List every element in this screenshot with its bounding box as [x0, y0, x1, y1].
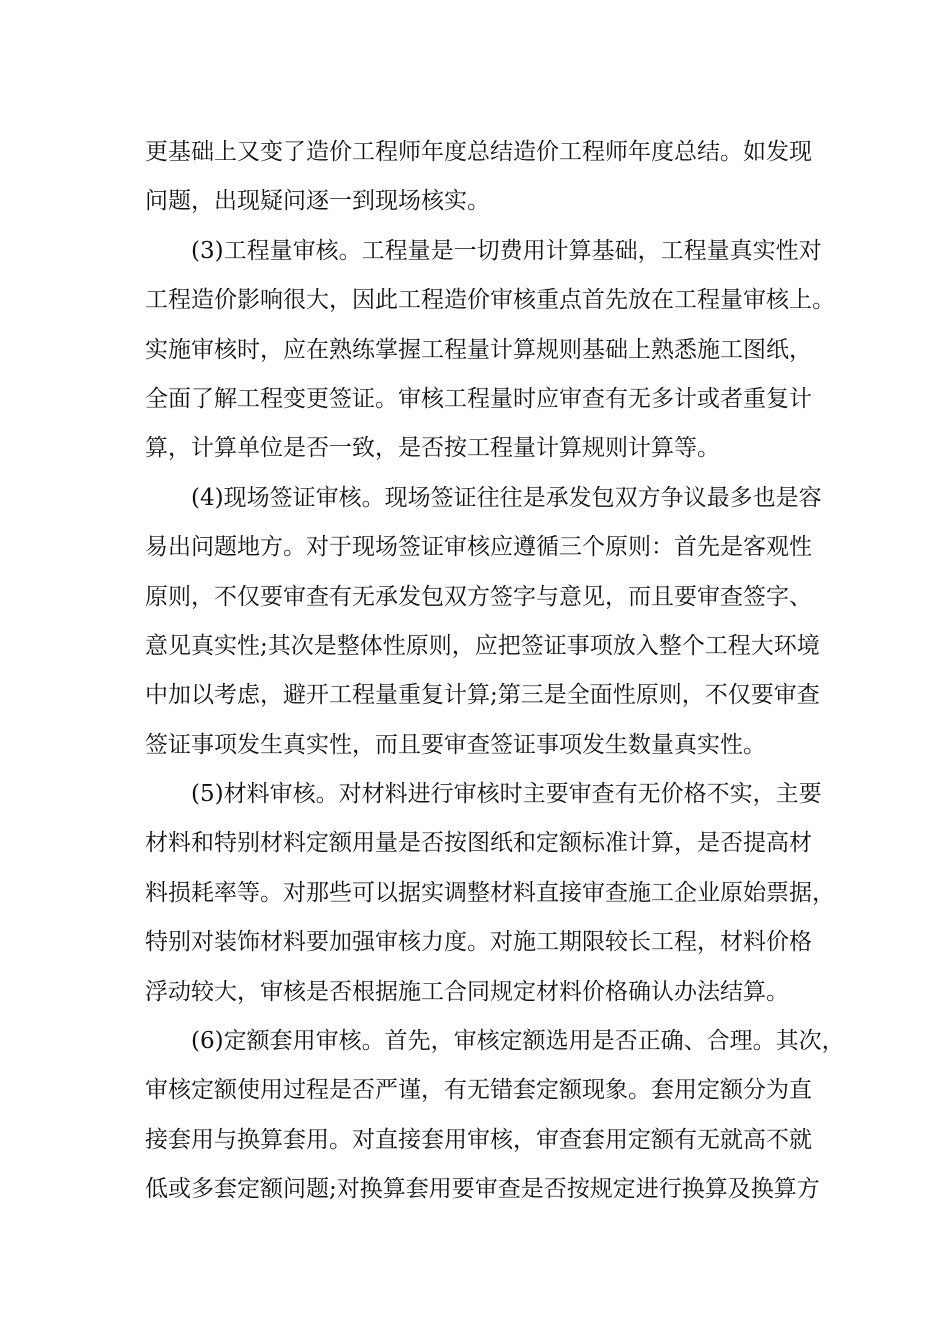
text-line: 全面了解工程变更签证。审核工程量时应审查有无多计或者重复计 [145, 385, 812, 412]
text-line: 易出问题地方。对于现场签证审核应遵循三个原则：首先是客观性 [145, 534, 812, 561]
text-line: 意见真实性;其次是整体性原则，应把签证事项放入整个工程大环境 [145, 632, 820, 659]
text-line: 工程造价影响很大，因此工程造价审核重点首先放在工程量审核上。 [145, 287, 835, 314]
text-line: 问题，出现疑问逐一到现场核实。 [145, 188, 490, 215]
text-line: 接套用与换算套用。对直接套用审核，审查套用定额有无就高不就 [145, 1126, 812, 1153]
text-line: 签证事项发生真实性，而且要审查签证事项发生数量真实性。 [145, 731, 766, 758]
text-line: 中加以考虑，避开工程量重复计算;第三是全面性原则，不仅要审查 [145, 682, 820, 709]
text-line: 浮动较大，审核是否根据施工合同规定材料价格确认办法结算。 [145, 978, 789, 1005]
text-line: 审核定额使用过程是否严谨，有无错套定额现象。套用定额分为直 [145, 1077, 812, 1104]
paragraph-start-line: (6)定额套用审核。首先，审核定额选用是否正确、合理。其次， [191, 1028, 845, 1055]
paragraph-start-line: (3)工程量审核。工程量是一切费用计算基础，工程量真实性对 [191, 237, 822, 264]
text-line: 算，计算单位是否一致，是否按工程量计算规则计算等。 [145, 435, 720, 462]
text-line: 特别对装饰材料要加强审核力度。对施工期限较长工程，材料价格 [145, 929, 812, 956]
text-line: 实施审核时，应在熟练掌握工程量计算规则基础上熟悉施工图纸， [145, 336, 812, 363]
text-line: 原则，不仅要审查有无承发包双方签字与意见，而且要审查签字、 [145, 583, 812, 610]
text-line: 低或多套定额问题;对换算套用要审查是否按规定进行换算及换算方 [145, 1176, 820, 1203]
text-line: 材料和特别材料定额用量是否按图纸和定额标准计算，是否提高材 [145, 830, 812, 857]
text-line: 更基础上又变了造价工程师年度总结造价工程师年度总结。如发现 [145, 139, 812, 165]
text-line: 料损耗率等。对那些可以据实调整材料直接审查施工企业原始票据， [145, 879, 835, 906]
paragraph-start-line: (5)材料审核。对材料进行审核时主要审查有无价格不实，主要 [191, 781, 822, 808]
body-text [145, 128, 845, 1215]
paragraph-start-line: (4)现场签证审核。现场签证往往是承发包双方争议最多也是容 [191, 484, 822, 511]
